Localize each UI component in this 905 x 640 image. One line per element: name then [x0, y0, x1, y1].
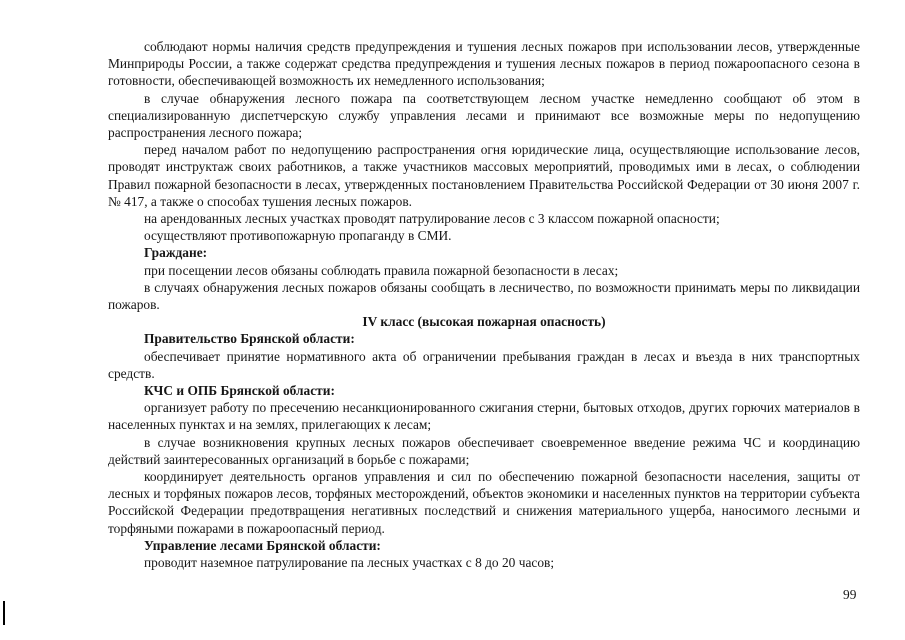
paragraph-5: осуществляют противопожарную пропаганду в СМИ.	[144, 228, 452, 244]
paragraph-9: организует работу по пресечению несанкционированного сжигания стерни, бытовых отходов, других горючих материалов в населенных пунктах и на землях, прилегающих к лесам;	[108, 400, 860, 433]
heading-kchs: КЧС и ОПБ Брянской области:	[144, 383, 335, 399]
scan-edge-mark	[3, 601, 5, 625]
page-number: 99	[843, 587, 857, 602]
heading-citizens: Граждане:	[144, 245, 208, 261]
paragraph-3: перед началом работ по недопущению распространения огня юридические лица, осуществляющие использование лесов, проводят инструктаж своих работников, а также участников массовых мероприятий, проводимых ими в лесах, о соблюдении Правил пожарной безопасности в лесах, утвержденных постановлением Правительства Российской Федерации от 30 июня 2007 г. № 417, а также о способах тушения лесных пожаров.	[108, 142, 860, 209]
paragraph-10: в случае возникновения крупных лесных пожаров обеспечивает своевременное введение режима ЧС и координацию действий заинтересованных организаций в борьбе с пожарами;	[108, 434, 860, 467]
paragraph-7: в случаях обнаружения лесных пожаров обязаны сообщать в лесничество, по возможности принимать меры по ликвидации пожаров.	[108, 279, 860, 313]
paragraph-1: соблюдают нормы наличия средств предупреждения и тушения лесных пожаров при использовании лесов, утвержденные Минприроды России, а также содержат средства предупреждения и тушения лесных пожаров в период пожароопасного сезона в готовности, обеспечивающей возможность их немедленного использования;	[108, 39, 860, 89]
paragraph-4: на арендованных лесных участках проводят патрулирование лесов с 3 классом пожарной опасности;	[144, 211, 720, 227]
section-title-class-iv: IV класс (высокая пожарная опасность)	[362, 314, 606, 330]
heading-forest-management: Управление лесами Брянской области:	[144, 537, 381, 553]
paragraph-6: при посещении лесов обязаны соблюдать правила пожарной безопасности в лесах;	[144, 262, 619, 278]
paragraph-12: проводит наземное патрулирование па лесных участках с 8 до 20 часов;	[144, 555, 555, 571]
heading-government: Правительство Брянской области:	[144, 331, 355, 347]
paragraph-8: обеспечивает принятие нормативного акта об ограничении пребывания граждан в лесах и въезда в них транспортных средств.	[108, 348, 860, 381]
paragraph-11: координирует деятельность органов управления и сил по обеспечению пожарной безопасности населения, защиты от лесных и торфяных пожаров лесов, торфяных месторождений, объектов экономики и населенных пунктов на территории субъекта Российской Федерации предотвращения негативных последствий и снижения материального ущерба, наносимого лесными и торфяными пожарами в пожароопасный период.	[108, 469, 860, 536]
paragraph-2: в случае обнаружения лесного пожара па соответствующем лесном участке немедленно сообщают об этом в специализированную диспетчерскую службу управления лесами и принимают все возможные меры по недопущению распространения лесного пожара;	[108, 90, 860, 141]
document-body	[108, 38, 860, 571]
